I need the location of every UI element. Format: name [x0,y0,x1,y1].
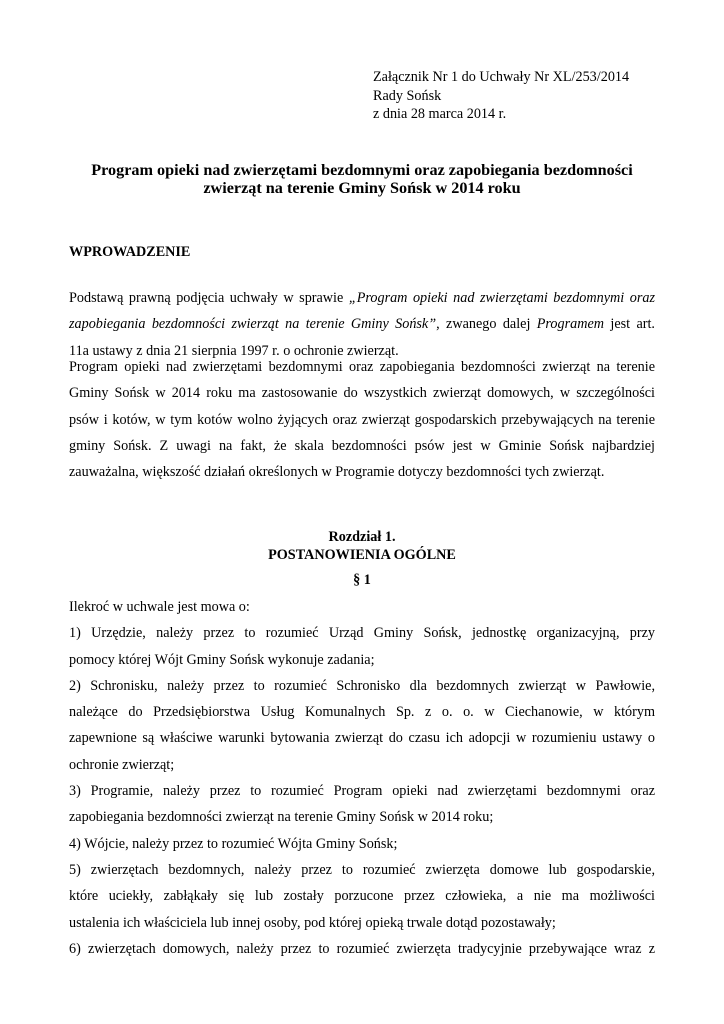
definitions-intro: Ilekroć w uchwale jest mowa o: [69,599,250,615]
intro-p2-line-1: Program opieki nad zwierzętami bezdomnymi oraz zapobiegania bezdomności zwierząt na terenie [69,359,655,375]
title-line-2: zwierząt na terenie Gminy Sońsk w 2014 roku [203,179,521,197]
definition-2-line-3: zapewnione są właściwe warunki bytowania zwierząt do czasu ich adopcji w rozumieniu ustawy o [69,730,655,747]
definition-1-line-1: 1) Urzędzie, należy przez to rozumieć Urząd Gminy Sońsk, jednostkę organizacyjną, przy [69,625,655,642]
intro-p1-line-1 [69,285,655,311]
intro-p1-program-name: „Program opieki nad zwierzętami bezdomnymi oraz [348,290,655,306]
definition-2-line-2: należące do Przedsiębiorstwa Usług Komunalnych Sp. z o. o. w Ciechanowie, w którym [69,704,655,721]
definition-4-line-1: 4) Wójcie, należy przez to rozumieć Wójta Gminy Sońsk; [69,835,398,852]
definition-5-line-1: 5) zwierzętach bezdomnych, należy przez to rozumieć zwierzęta domowe lub gospodarskie, [69,861,655,878]
definitions-list [69,594,655,962]
intro-p1-text: Podstawą prawną podjęcia uchwały w sprawie [69,290,349,306]
intro-p2-line-3: psów i kotów, w tym kotów wolno żyjących oraz zwierząt gospodarskich przebywających na terenie [69,411,655,428]
definition-3-line-1: 3) Programie, należy przez to rozumieć Program opieki nad zwierzętami bezdomnymi oraz [69,783,655,800]
definition-5-line-3: ustalenia ich właściciela lub innej osoby, pod której opieką trwale dotąd pozostawały; [69,914,556,931]
definition-6-line-1: 6) zwierzętach domowych, należy przez to rozumieć zwierzęta tradycyjnie przebywające wraz z [69,940,655,957]
definition-2-line-4: ochronie zwierząt; [69,756,175,773]
chapter-heading: POSTANOWIENIA OGÓLNE [268,547,456,563]
intro-p1-program-name-cont: zapobiegania bezdomności zwierząt na terenie Gminy Sońsk” [69,316,437,333]
chapter-label: Rozdział 1. [328,529,396,545]
intro-p1-line-3: 11a ustawy z dnia 21 sierpnia 1997 r. o ochronie zwierząt. [69,342,399,359]
intro-p1-line-2 [69,311,655,337]
definition-2-line-1: 2) Schronisku, należy przez to rozumieć Schronisko dla bezdomnych zwierząt w Pawłowie, [69,677,655,694]
intro-p1-program-term: Programem [536,316,605,333]
intro-p2-line-2: Gminy Sońsk w 2014 roku ma zastosowanie do wszystkich zwierząt domowych, w szczególności [69,385,655,402]
definition-1-line-2: pomocy której Wójt Gminy Sońsk wykonuje zadania; [69,651,375,668]
attachment-header [373,68,629,124]
title-line-1: Program opieki nad zwierzętami bezdomnymi oraz zapobiegania bezdomności [91,161,633,179]
section-mark: § 1 [353,572,371,588]
intro-p2-line-4: gminy Sońsk. Z uwagi na fakt, że skala bezdomności psów jest w Gminie Sońsk najbardziej [69,437,655,454]
attachment-line-3: z dnia 28 marca 2014 r. [373,106,507,122]
intro-p1-text: jest art. [604,316,655,333]
definition-3-line-2: zapobiegania bezdomności zwierząt na terenie Gminy Sońsk w 2014 roku; [69,809,494,826]
intro-paragraph-1 [69,285,655,364]
attachment-line-1: Załącznik Nr 1 do Uchwały Nr XL/253/2014 [373,69,630,85]
attachment-line-2: Rady Sońsk [373,87,442,104]
intro-p1-text: , zwanego dalej [436,316,537,333]
intro-p2-line-5: zauważalna, większość działań określonych w Programie dotyczy bezdomności tych zwierząt. [69,464,605,481]
definition-5-line-2: które uciekły, zabłąkały się lub zostały porzucone przez człowieka, a nie ma możliwości [69,888,655,905]
intro-paragraph-2 [69,354,655,485]
intro-heading: WPROWADZENIE [69,244,191,260]
document-title [60,161,664,197]
